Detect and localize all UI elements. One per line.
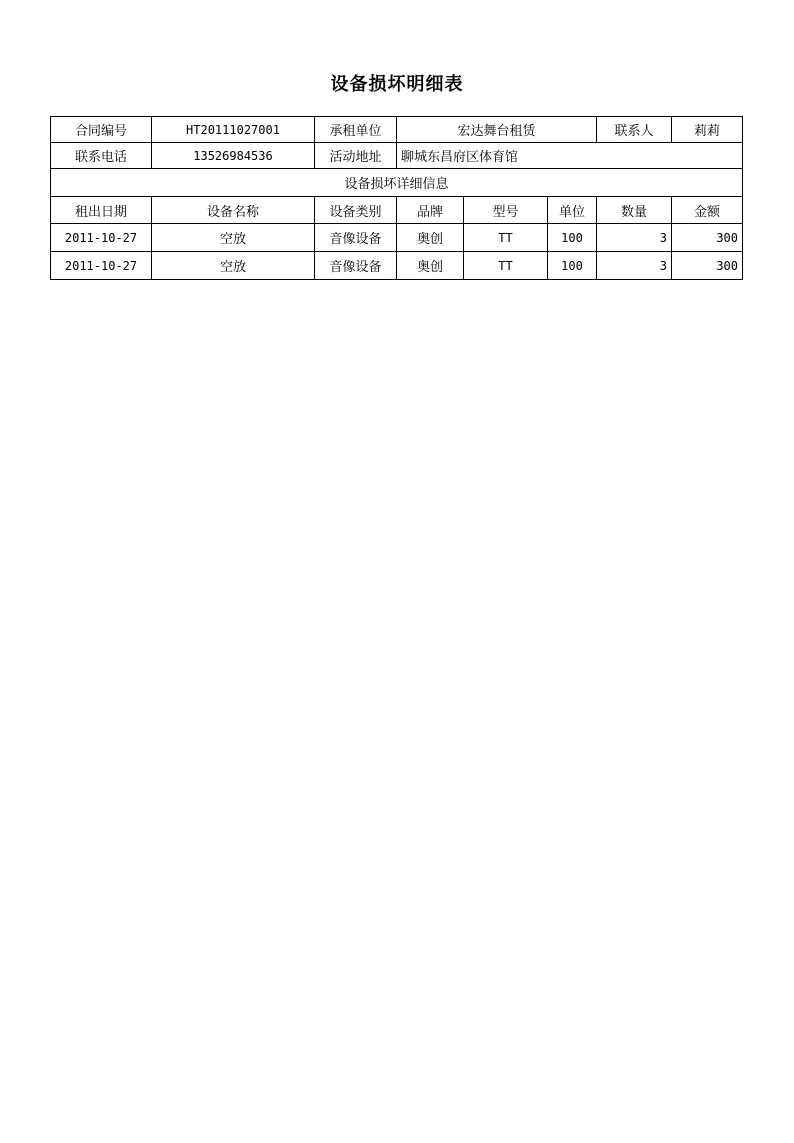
table-row (51, 224, 743, 252)
rent-date-cell: 2011-10-27 (51, 252, 152, 280)
info-row-phone (51, 143, 743, 169)
phone-label: 联系电话 (51, 143, 152, 169)
contact-label: 联系人 (597, 117, 672, 143)
device-category-cell: 音像设备 (315, 224, 397, 252)
page-title: 设备损坏明细表 (330, 74, 464, 95)
unit-cell: 100 (548, 252, 597, 280)
section-title: 设备损坏详细信息 (51, 169, 743, 197)
device-name-cell: 空放 (152, 252, 315, 280)
amount-cell: 300 (672, 224, 743, 252)
column-header: 设备类别 (315, 197, 397, 224)
quantity-cell: 3 (597, 224, 672, 252)
column-header: 单位 (548, 197, 597, 224)
brand-cell: 奥创 (397, 252, 464, 280)
column-header: 型号 (464, 197, 548, 224)
section-title-row (51, 169, 743, 197)
model-cell: TT (464, 224, 548, 252)
contact-value: 莉莉 (672, 117, 743, 143)
renter-value: 宏达舞台租赁 (397, 117, 597, 143)
column-header: 数量 (597, 197, 672, 224)
device-name-cell: 空放 (152, 224, 315, 252)
unit-cell: 100 (548, 224, 597, 252)
brand-cell: 奥创 (397, 224, 464, 252)
model-cell: TT (464, 252, 548, 280)
venue-value: 聊城东昌府区体育馆 (397, 143, 743, 169)
column-header-row (51, 197, 743, 224)
contract-no-label: 合同编号 (51, 117, 152, 143)
column-header: 金额 (672, 197, 743, 224)
info-row-contract (51, 117, 743, 143)
table-row (51, 252, 743, 280)
phone-value: 13526984536 (152, 143, 315, 169)
amount-cell: 300 (672, 252, 743, 280)
contract-no-value: HT20111027001 (152, 117, 315, 143)
device-category-cell: 音像设备 (315, 252, 397, 280)
rent-date-cell: 2011-10-27 (51, 224, 152, 252)
quantity-cell: 3 (597, 252, 672, 280)
column-header: 品牌 (397, 197, 464, 224)
column-header: 租出日期 (51, 197, 152, 224)
column-header: 设备名称 (152, 197, 315, 224)
damage-detail-table (50, 116, 743, 280)
venue-label: 活动地址 (315, 143, 397, 169)
renter-label: 承租单位 (315, 117, 397, 143)
